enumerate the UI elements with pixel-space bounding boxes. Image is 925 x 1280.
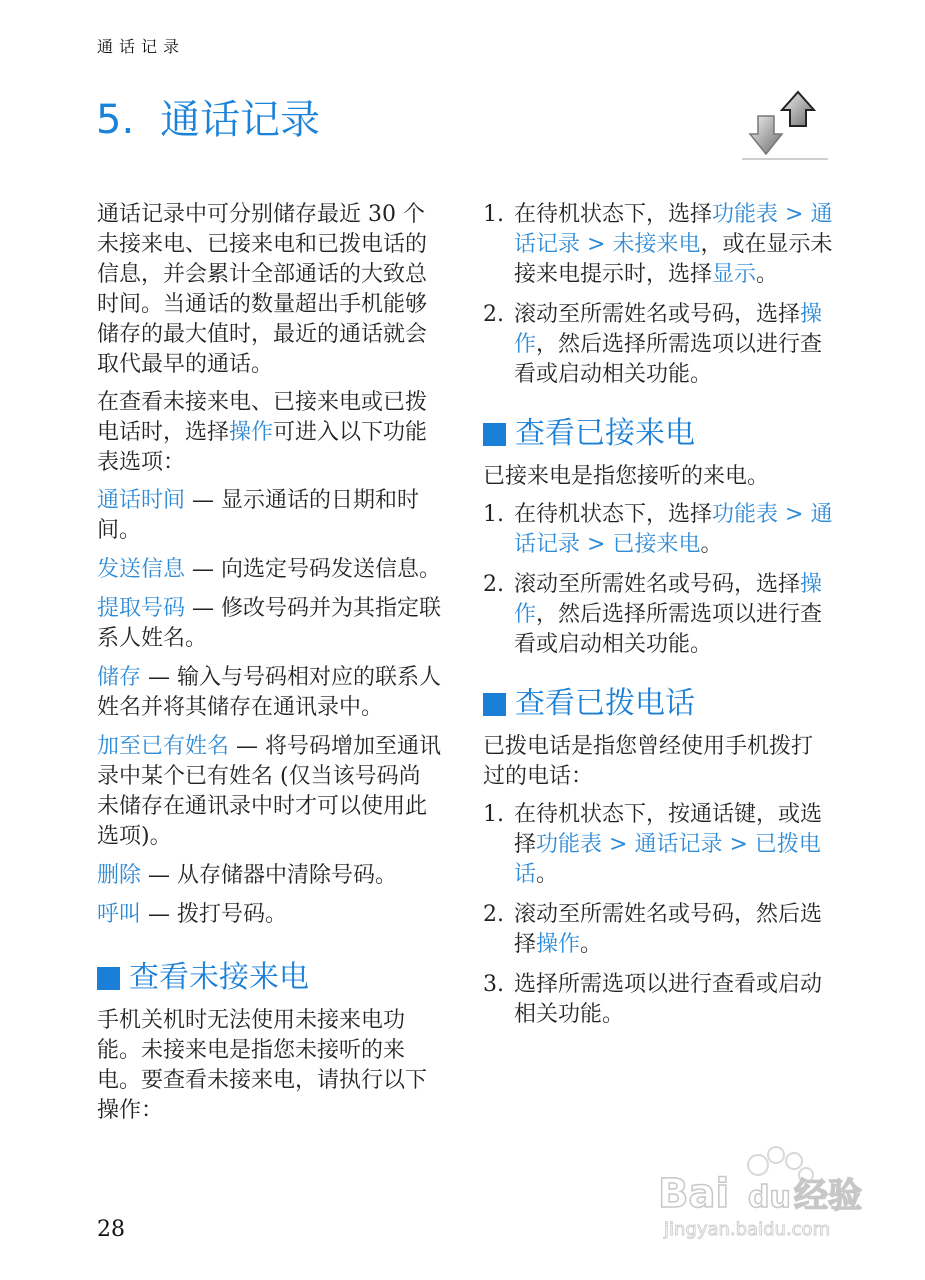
chapter-title	[96, 88, 320, 145]
option-save: 储存 — 输入与号码相对应的联系人姓名并将其储存在通讯录中。	[97, 665, 442, 720]
received-body: 已接来电是指您接听的来电。	[483, 464, 770, 489]
section-square-icon	[483, 693, 506, 716]
received-step-1: 1. 在待机状态下，选择功能表 > 通话记录 > 已接来电。	[483, 502, 833, 557]
right-column	[483, 200, 833, 1040]
dialled-step-3: 3. 选择所需选项以进行查看或启动相关功能。	[483, 972, 823, 1027]
page-number: 28	[97, 1217, 125, 1242]
received-steps	[483, 500, 833, 660]
watermark-brand-b: du	[748, 1180, 791, 1215]
watermark-brand-a: Bai	[658, 1171, 730, 1217]
dialled-body: 已拨电话是指您曾经使用手机拨打过的电话：	[483, 734, 814, 789]
left-column	[97, 200, 442, 1134]
section-square-icon	[483, 423, 506, 446]
dialled-steps	[483, 800, 833, 1030]
missed-step-2: 2. 滚动至所需姓名或号码，选择操作，然后选择所需选项以进行查看或启动相关功能。	[483, 302, 823, 387]
missed-step-1: 1. 在待机状态下，选择功能表 > 通话记录 > 未接来电，或在显示未接来电提示时，选择显示。	[483, 202, 833, 287]
call-log-arrows-icon	[742, 88, 828, 160]
intro-paragraph: 通话记录中可分别储存最近 30 个未接来电、已接来电和已拨电话的信息，并会累计全部通话的大致总时间。当通话的数量超出手机能够储存的最大值时，最近的通话就会取代最早的通话。	[97, 202, 428, 377]
missed-steps	[483, 200, 833, 390]
options-intro: 在查看未接来电、已接来电或已拨电话时，选择操作可进入以下功能表选项：	[97, 390, 428, 475]
option-use-number: 提取号码 — 修改号码并为其指定联系人姓名。	[97, 596, 442, 651]
option-call-duration: 通话时间 — 显示通话的日期和时间。	[97, 488, 420, 543]
baidu-jingyan-watermark	[654, 1135, 874, 1245]
option-add-to-name: 加至已有姓名 — 将号码增加至通讯录中某个已有姓名 (仅当该号码尚未储存在通讯录中时才可以使用此选项)。	[97, 734, 442, 849]
option-send-message: 发送信息 — 向选定号码发送信息。	[97, 557, 442, 582]
received-step-2: 2. 滚动至所需姓名或号码，选择操作，然后选择所需选项以进行查看或启动相关功能。	[483, 572, 823, 657]
section-heading-missed: 查看未接来电	[97, 958, 442, 998]
option-delete: 删除 — 从存储器中清除号码。	[97, 863, 398, 888]
chapter-number: 5.	[96, 97, 135, 143]
option-call: 呼叫 — 拨打号码。	[97, 902, 288, 927]
missed-body: 手机关机时无法使用未接来电功能。未接来电是指您未接听的来电。要查看未接来电，请执行以下操作：	[97, 1008, 428, 1123]
section-heading-dialled: 查看已拨电话	[483, 684, 833, 724]
dialled-step-2: 2. 滚动至所需姓名或号码，然后选择操作。	[483, 902, 823, 957]
section-square-icon	[97, 967, 120, 990]
running-head: 通话记录	[97, 37, 186, 56]
chapter-title-text: 通话记录	[160, 97, 321, 143]
dialled-step-1: 1. 在待机状态下，按通话键，或选择功能表 > 通话记录 > 已拨电话。	[483, 802, 823, 887]
section-heading-received: 查看已接来电	[483, 414, 833, 454]
watermark-brand-c: 经验	[794, 1176, 862, 1216]
option-link-operation: 操作	[229, 420, 274, 445]
watermark-url: jingyan.baidu.com	[664, 1219, 831, 1240]
